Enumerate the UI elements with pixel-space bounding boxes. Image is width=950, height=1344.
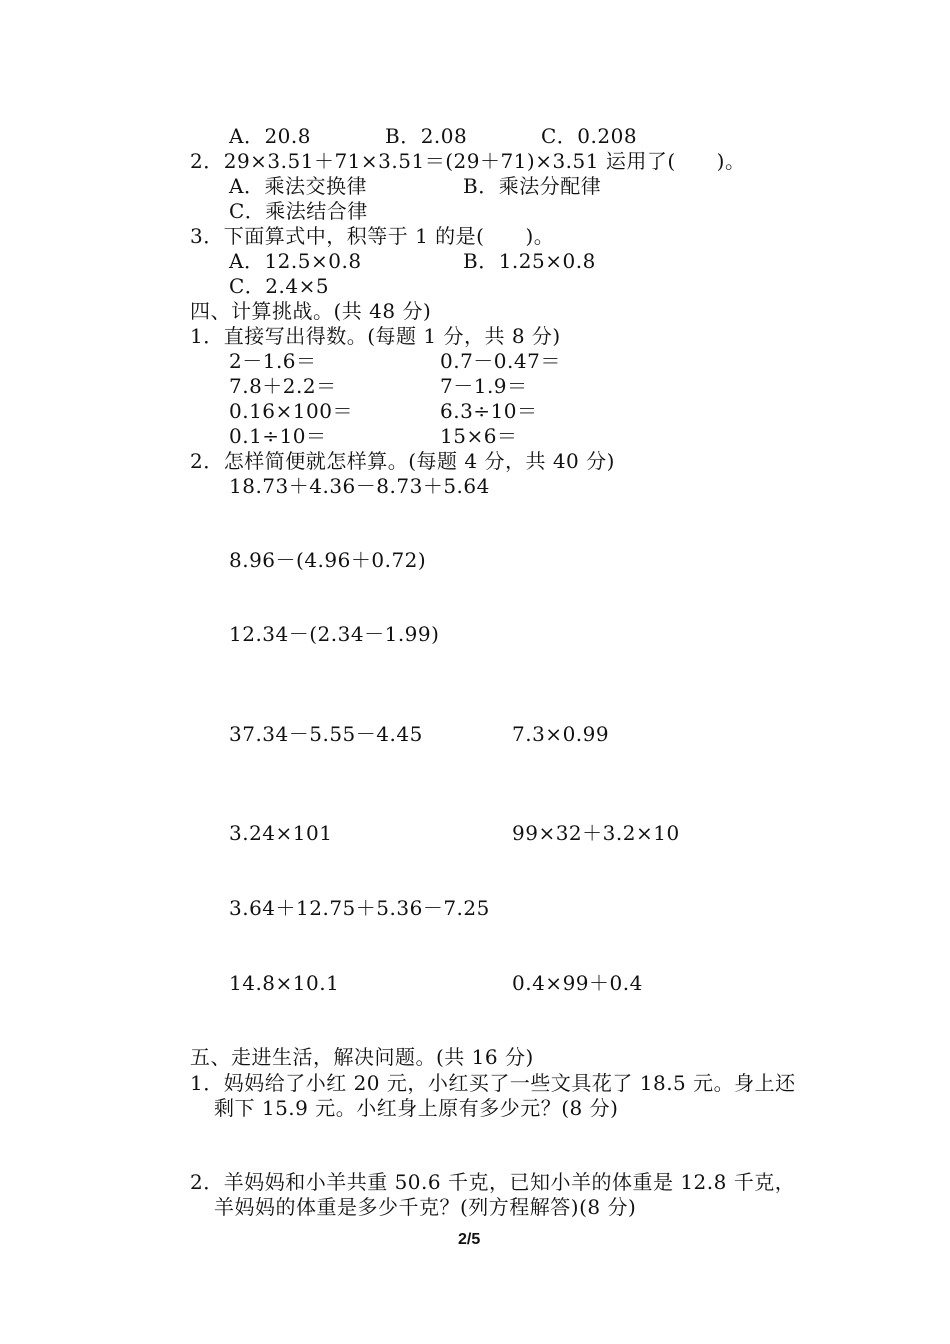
oral-calc-item: 0.7－0.47＝ xyxy=(440,349,561,373)
oral-calc-item: 15×6＝ xyxy=(440,424,518,448)
q3-option-a: A．12.5×0.8 xyxy=(229,249,362,273)
simplify-item: 18.73＋4.36－8.73＋5.64 xyxy=(229,474,490,498)
oral-calc-item: 7.8＋2.2＝ xyxy=(229,374,337,398)
q2-stem: 2．29×3.51＋71×3.51＝(29＋71)×3.51 运用了( )。 xyxy=(190,149,746,173)
q1-option-a: A．20.8 xyxy=(229,124,311,148)
oral-calc-item: 6.3÷10＝ xyxy=(440,399,538,423)
simplify-item: 3.64＋12.75＋5.36－7.25 xyxy=(229,896,490,920)
simplify-item: 3.24×101 xyxy=(229,821,333,845)
q3-stem: 3．下面算式中，积等于 1 的是( )。 xyxy=(190,224,555,248)
oral-calc-item: 0.16×100＝ xyxy=(229,399,353,423)
page-number: 2/5 xyxy=(458,1231,481,1248)
simplify-item: 8.96－(4.96＋0.72) xyxy=(229,548,427,572)
oral-calc-item: 0.1÷10＝ xyxy=(229,424,327,448)
q1-option-b: B．2.08 xyxy=(385,124,468,148)
s5-q1-line2: 剩下 15.9 元。小红身上原有多少元？(8 分) xyxy=(214,1096,619,1120)
s5-q2-line2: 羊妈妈的体重是多少千克？(列方程解答)(8 分) xyxy=(214,1195,637,1219)
simplify-item: 99×32＋3.2×10 xyxy=(512,821,680,845)
simplify-item: 12.34－(2.34－1.99) xyxy=(229,622,440,646)
s5-q1-line1: 1．妈妈给了小红 20 元，小红买了一些文具花了 18.5 元。身上还 xyxy=(190,1071,796,1095)
q2-option-b: B．乘法分配律 xyxy=(463,174,602,198)
section4-heading: 四、计算挑战。(共 48 分) xyxy=(190,299,432,323)
section5-heading: 五、走进生活，解决问题。(共 16 分) xyxy=(190,1045,534,1069)
s4-q1-stem: 1．直接写出得数。(每题 1 分，共 8 分) xyxy=(190,324,561,348)
simplify-item: 0.4×99＋0.4 xyxy=(512,971,643,995)
q3-option-b: B．1.25×0.8 xyxy=(463,249,596,273)
s4-q2-stem: 2．怎样简便就怎样算。(每题 4 分，共 40 分) xyxy=(190,449,615,473)
simplify-item: 7.3×0.99 xyxy=(512,722,610,746)
q2-option-a: A．乘法交换律 xyxy=(229,174,367,198)
oral-calc-item: 7－1.9＝ xyxy=(440,374,528,398)
simplify-item: 14.8×10.1 xyxy=(229,971,340,995)
q1-option-c: C．0.208 xyxy=(541,124,638,148)
oral-calc-item: 2－1.6＝ xyxy=(229,349,317,373)
q2-option-c: C．乘法结合律 xyxy=(229,199,368,223)
simplify-item: 37.34－5.55－4.45 xyxy=(229,722,423,746)
s5-q2-line1: 2．羊妈妈和小羊共重 50.6 千克，已知小羊的体重是 12.8 千克， xyxy=(190,1170,796,1194)
q3-option-c: C．2.4×5 xyxy=(229,274,330,298)
